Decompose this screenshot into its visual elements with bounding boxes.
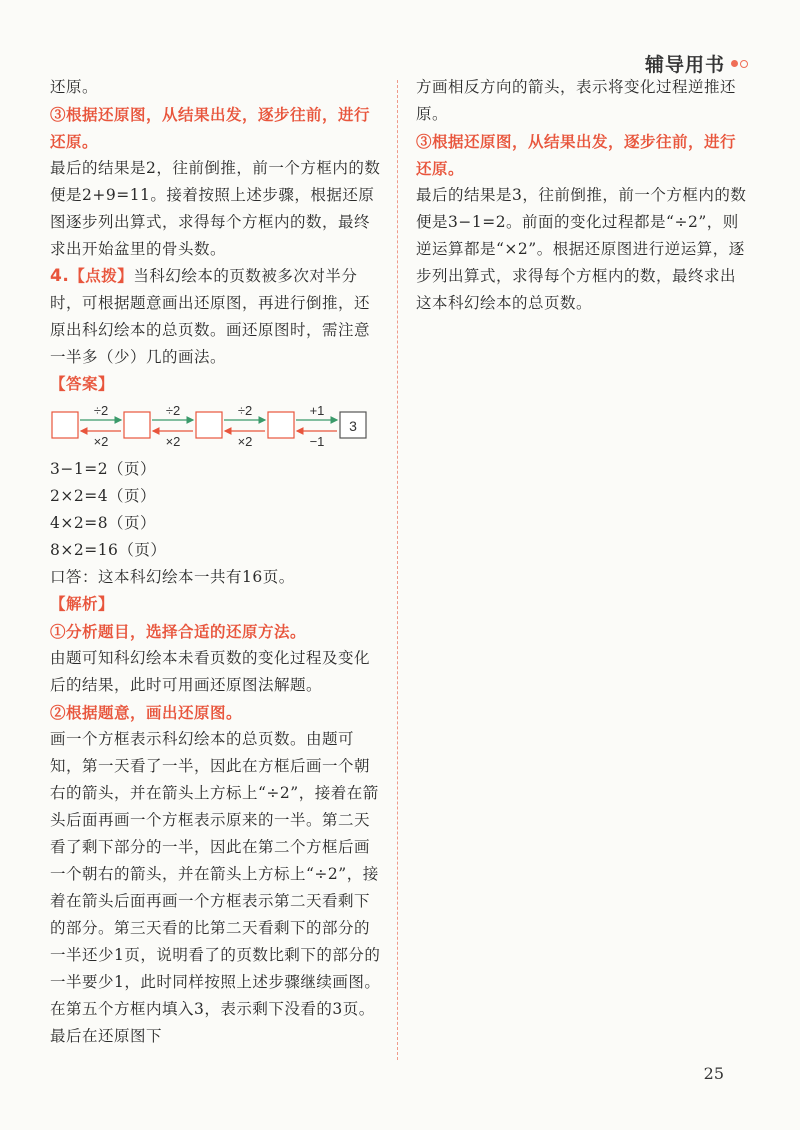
paragraph: 由题可知科幻绘本未看页数的变化过程及变化后的结果，此时可用画还原图法解题。 [50,649,371,694]
reduction-diagram [50,404,380,448]
paragraph: 最后的结果是2，往前倒推，前一个方框内的数便是2+9=11。接着按照上述步骤，根据还原图逐步列出算式，求得每个方框内的数，最终求出开始盆里的骨头数。 [50,159,381,258]
step-heading: ③根据还原图，从结果出发，逐步往前，进行还原。 [416,132,737,178]
paragraph: 最后的结果是3，往前倒推，前一个方框内的数便是3−1=2。前面的变化过程都是“÷2”，则逆运算都是“×2”。根据还原图进行逆运算，逐步列出算式，求得每个方框内的数，最终求出这本科幻绘本的总页数。 [416,186,747,312]
calc-line: 4×2=8（页） [50,514,157,532]
header-decoration-icon [731,60,748,68]
diagram-box-2 [124,412,150,438]
step-heading: ①分析题目，选择合适的还原方法。 [50,622,307,641]
calc-line: 2×2=4（页） [50,487,157,505]
diagram-box-4 [268,412,294,438]
calc-line: 8×2=16（页） [50,541,167,559]
paragraph: 画一个方框表示科幻绘本的总页数。由题可知，第一天看了一半，因此在方框后画一个朝右的箭头，并在箭头上方标上“÷2”，接着在箭头后面再画一个方框表示原来的一半。第二天看了剩下部分的一半，因此在第二个方框后画一个朝右的箭头，并在箭头上方标上“÷2”，接着在箭头后面再画一个方框表示第二天看剩下的部分。第三天看的比第二天看剩下的部分的一半还少1页，说明看了的页数比剩下的部分的一半要少1，此时同样按照上述步骤继续画图。在第五个方框内填入3，表示剩下没看的3页。最后在还原图下 [50,730,381,1045]
diagram-box-1 [52,412,78,438]
diagram-result-value: 3 [349,418,357,434]
conclusion: 口答：这本科幻绘本一共有16页。 [50,568,295,586]
reverse-label-4: −1 [309,434,325,448]
answer-tag: 【答案】 [50,375,115,393]
step-heading: ②根据题意，画出还原图。 [50,703,243,722]
page-number: 25 [703,1064,724,1083]
forward-label-4: +1 [309,404,325,418]
hint-text: 当科幻绘本的页数被多次对半分时，可根据题意画出还原图，再进行倒推，还原出科幻绘本的总页数。画还原图时，需注意一半多（少）几的画法。 [50,267,371,366]
book-title: 辅导用书 [644,54,725,76]
paragraph: 还原。 [50,78,99,96]
calc-line: 3−1=2（页） [50,460,157,478]
forward-label-1: ÷2 [93,404,109,418]
question-number: 4. [50,266,70,286]
hint-tag: 【点拨】 [69,267,134,285]
analysis-tag: 【解析】 [50,595,115,613]
forward-label-3: ÷2 [237,404,253,418]
forward-label-2: ÷2 [165,404,181,418]
reverse-label-2: ×2 [165,434,181,448]
right-column [416,74,750,317]
paragraph: 方画相反方向的箭头，表示将变化过程逆推还原。 [416,78,737,123]
reverse-label-3: ×2 [237,434,253,448]
diagram-box-3 [196,412,222,438]
step-heading: ③根据还原图，从结果出发，逐步往前，进行还原。 [50,105,371,151]
reverse-label-1: ×2 [93,434,109,448]
left-column [50,74,384,1050]
page-header [645,50,748,77]
column-divider [397,80,398,1060]
question-4-hint [50,263,384,371]
